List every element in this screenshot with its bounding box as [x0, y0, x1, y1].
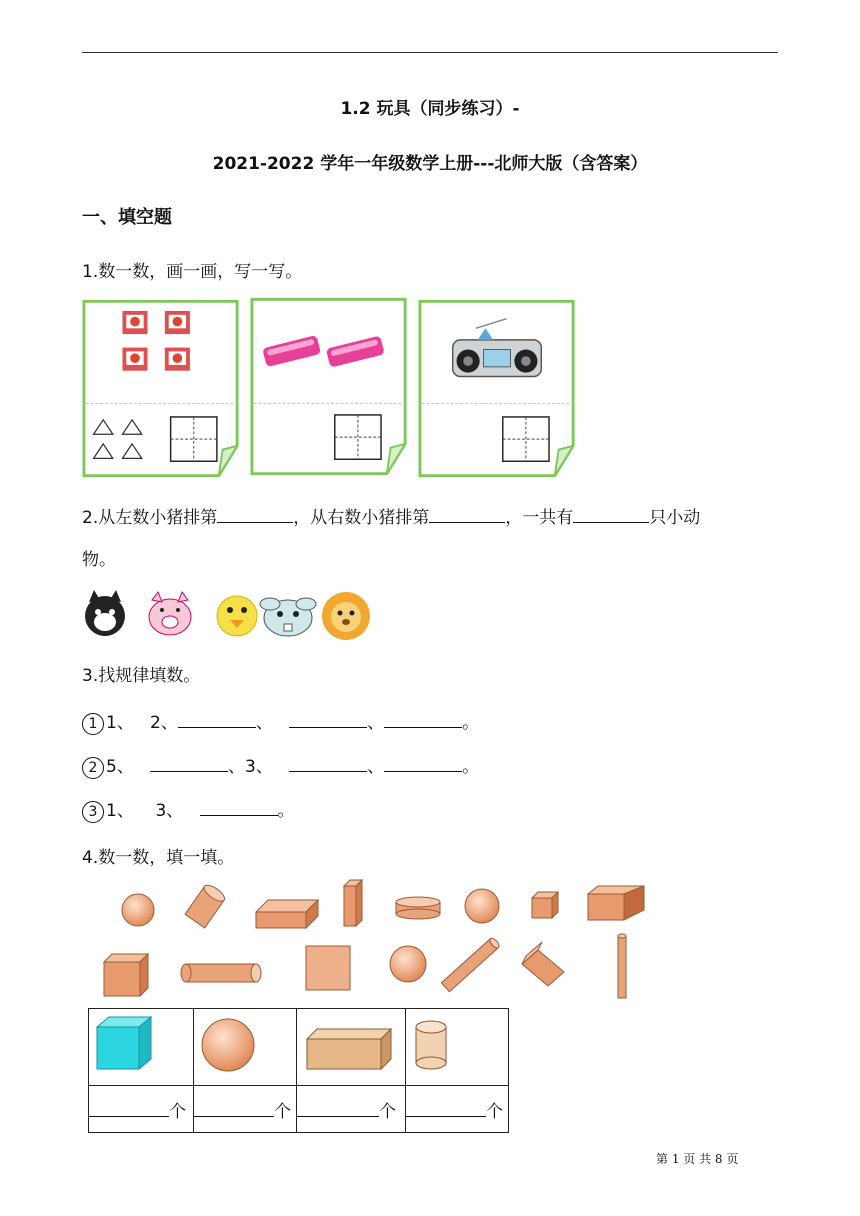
answer-blank[interactable]: [297, 1098, 379, 1117]
sphere-shape: [465, 889, 499, 923]
question-4: 4.数一数，填一填。: [82, 848, 235, 868]
sphere-icon: [194, 1009, 296, 1081]
cube-shape: [306, 946, 350, 990]
q2-text-4: 只小动: [649, 508, 701, 528]
question-1: 1.数一数，画一画，写一写。: [82, 262, 303, 282]
answer-blank[interactable]: [406, 1098, 486, 1117]
card-pencil-cases: [250, 296, 408, 478]
answer-blank[interactable]: [384, 709, 462, 728]
answer-blank[interactable]: [573, 504, 649, 523]
chick-icon: [217, 596, 257, 636]
cylinder-shape: [181, 964, 261, 982]
seq-separator: 、: [255, 713, 273, 733]
tian-grid-box: [171, 417, 217, 461]
page-footer: 第 1 页 共 8 页: [656, 1152, 739, 1166]
seq-end: 。: [277, 801, 295, 821]
unit-label: 个: [486, 1101, 503, 1122]
title-line-2: 2021-2022 学年一年级数学上册---北师大版（含答案）: [212, 154, 648, 174]
answer-blank[interactable]: [289, 753, 367, 772]
answer-blank[interactable]: [194, 1098, 274, 1117]
sphere-shape: [390, 946, 426, 982]
sequence-row-1: [82, 708, 479, 735]
seq-separator: 、: [367, 757, 385, 777]
cuboid-shape: [344, 880, 362, 926]
unit-label: 个: [379, 1101, 396, 1122]
answer-blank[interactable]: [200, 797, 278, 816]
seq-separator: 、: [367, 713, 385, 733]
answer-blank[interactable]: [150, 753, 228, 772]
pig-icon: [149, 592, 191, 635]
count-cell: [194, 1086, 297, 1133]
solid-shapes-picture: [86, 876, 676, 1004]
unit-label: 个: [169, 1101, 186, 1122]
seq-end: 。: [462, 713, 480, 733]
circled-number: 1: [82, 713, 104, 735]
sequence-row-2: [82, 752, 479, 779]
lion-icon: [322, 592, 370, 640]
sphere-shape: [122, 894, 154, 926]
tian-grid-box: [503, 417, 549, 461]
circled-number: 3: [82, 801, 104, 823]
tian-grid-box: [335, 415, 381, 459]
answer-blank[interactable]: [89, 1098, 169, 1117]
sphere-cell: [194, 1009, 297, 1086]
cylinder-shape: [618, 934, 626, 998]
answer-blank[interactable]: [178, 709, 256, 728]
cuboid-shape: [256, 900, 318, 928]
q2-text-2: ，从右数小猪排第: [293, 508, 430, 528]
count-cell: [89, 1086, 194, 1133]
question-2: [82, 503, 700, 528]
question-3: 3.找规律填数。: [82, 666, 201, 686]
circled-number: 2: [82, 757, 104, 779]
seq-value: 2、: [150, 713, 178, 733]
cube-icon: [89, 1009, 193, 1081]
cuboid-shape: [522, 942, 564, 986]
seq-value: 3、: [155, 801, 184, 821]
cube-shape: [532, 892, 558, 918]
card-radio: [418, 298, 576, 480]
cube-cell: [89, 1009, 194, 1086]
rabbit-icon: [260, 598, 316, 636]
question-2-line-2: 物。: [82, 550, 116, 570]
answer-blank[interactable]: [429, 504, 505, 523]
seq-end: 。: [462, 757, 480, 777]
title-line-1: 1.2 玩具（同步练习）-: [340, 99, 520, 119]
sequence-row-3: [82, 796, 295, 823]
cube-shape: [104, 954, 148, 996]
section-heading: 一、填空题: [82, 207, 172, 228]
seq-value: 1、: [106, 713, 134, 733]
q2-text-3: ，一共有: [505, 508, 574, 528]
cylinder-shape: [185, 882, 227, 928]
animals-row: [80, 588, 380, 642]
cuboid-shape: [588, 886, 644, 920]
header-rule: [82, 52, 778, 53]
cylinder-cell: [406, 1009, 509, 1086]
seq-value: 5、: [106, 757, 134, 777]
count-cell: [297, 1086, 406, 1133]
cylinder-icon: [406, 1009, 508, 1081]
cylinder-shape: [441, 937, 500, 992]
shape-count-table: [88, 1008, 509, 1133]
cuboid-icon: [297, 1009, 405, 1081]
answer-blank[interactable]: [384, 753, 462, 772]
card-juice-boxes: [82, 298, 240, 480]
seq-separator: 、3、: [228, 757, 273, 777]
cylinder-shape: [396, 897, 440, 919]
seq-value: 1、: [106, 801, 134, 821]
unit-label: 个: [274, 1101, 291, 1122]
cuboid-cell: [297, 1009, 406, 1086]
answer-blank[interactable]: [217, 504, 293, 523]
count-cell: [406, 1086, 509, 1133]
answer-blank[interactable]: [289, 709, 367, 728]
cat-icon: [85, 590, 125, 636]
q2-text-1: 2.从左数小猪排第: [82, 508, 218, 528]
